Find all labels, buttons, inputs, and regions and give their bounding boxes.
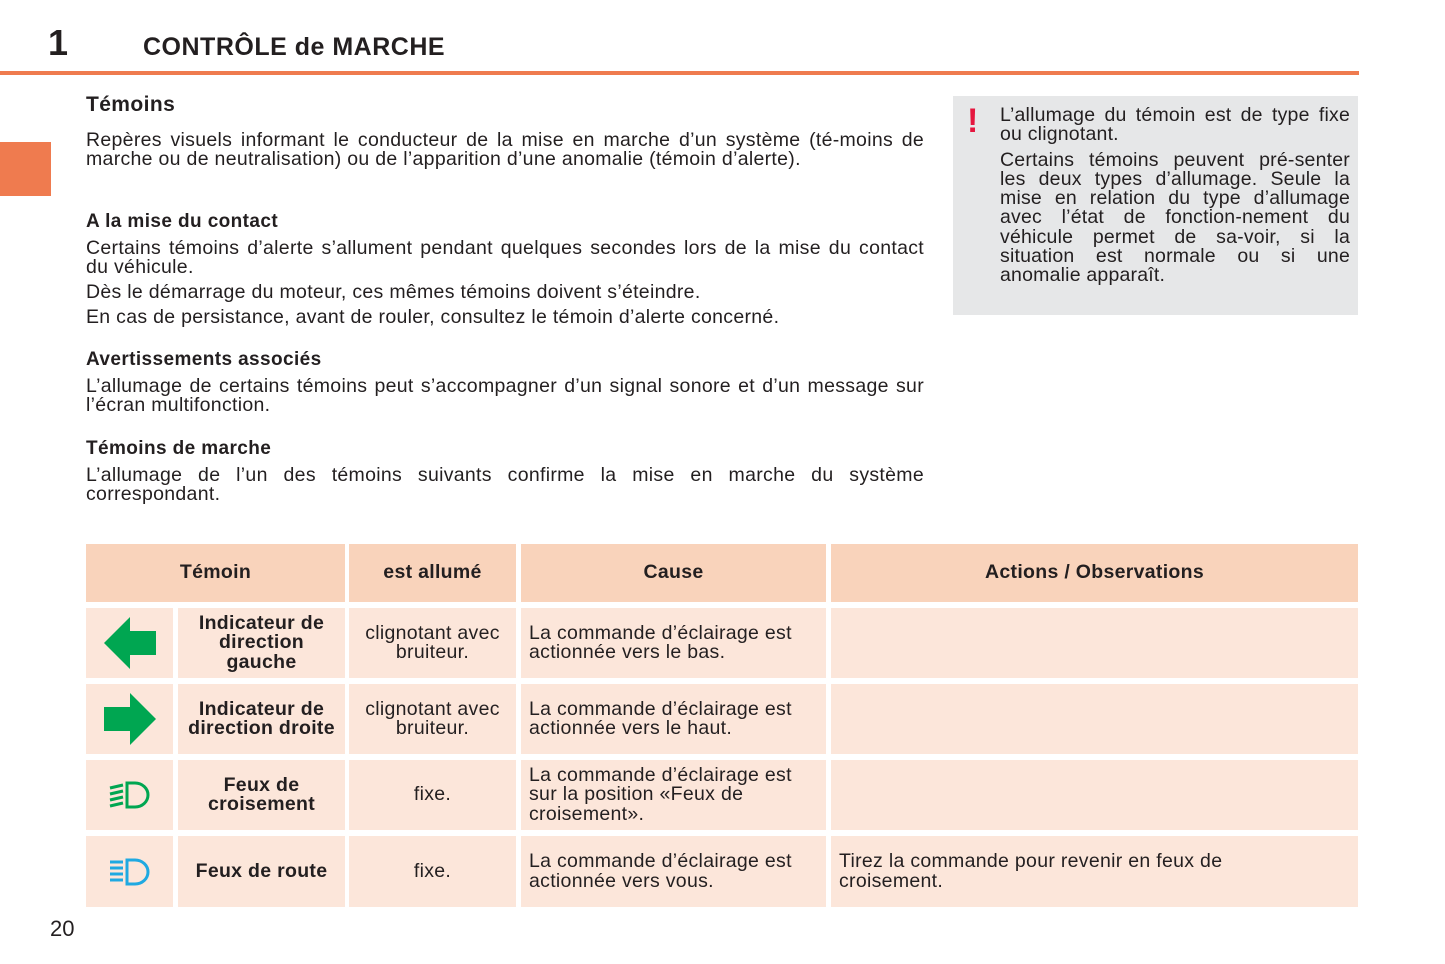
paragraph: L’allumage de certains témoins peut s’accompagner d’un signal sonore et d’un message sur l’écran multifonction.	[86, 375, 924, 416]
paragraph: L’allumage de l’un des témoins suivants confirme la mise en marche du système correspondant.	[86, 464, 924, 505]
section-heading: Témoins	[86, 93, 176, 116]
indicator-label: Feux de croisement	[178, 760, 345, 830]
indicator-state: clignotant avec bruiteur.	[349, 684, 516, 754]
indicator-cause: La commande d’éclairage est actionnée vers vous.	[521, 836, 826, 907]
indicator-label: Indicateur de direction droite	[178, 684, 345, 754]
header-actions: Actions / Observations	[831, 544, 1358, 602]
chapter-tab	[0, 142, 51, 196]
paragraph: En cas de persistance, avant de rouler, consultez le témoin d’alerte concerné.	[86, 306, 780, 328]
header-etat: est allumé	[349, 544, 516, 602]
arrow-left-icon	[86, 608, 173, 678]
note-box	[953, 96, 1358, 315]
indicator-cause: La commande d’éclairage est actionnée vers le bas.	[521, 608, 826, 678]
indicator-action	[831, 608, 1358, 678]
section-avertissements	[86, 350, 924, 415]
indicator-cause: La commande d’éclairage est actionnée vers le haut.	[521, 684, 826, 754]
header-cause: Cause	[521, 544, 826, 602]
exclamation-icon: !	[967, 102, 979, 140]
arrow-right-icon	[86, 684, 173, 754]
section-temoins-de-marche	[86, 439, 924, 504]
note-paragraph: L’allumage du témoin est de type fixe ou clignotant.	[1000, 104, 1350, 146]
header-temoin: Témoin	[86, 544, 345, 602]
section-heading: A la mise du contact	[86, 211, 279, 232]
indicator-label: Indicateur de direction gauche	[178, 608, 345, 678]
section-heading: Témoins de marche	[86, 438, 272, 459]
indicator-action	[831, 684, 1358, 754]
chapter-number: 1	[48, 22, 69, 63]
indicator-action	[831, 760, 1358, 830]
paragraph: Dès le démarrage du moteur, ces mêmes témoins doivent s’éteindre.	[86, 281, 701, 303]
section-temoins	[86, 95, 924, 169]
indicator-state: clignotant avec bruiteur.	[349, 608, 516, 678]
high-beam-icon	[86, 836, 173, 907]
low-beam-icon	[86, 760, 173, 830]
page-number: 20	[50, 916, 75, 941]
section-heading: Avertissements associés	[86, 349, 322, 370]
indicator-state: fixe.	[349, 760, 516, 830]
indicator-state: fixe.	[349, 836, 516, 907]
paragraph: Certains témoins d’alerte s’allument pendant quelques secondes lors de la mise du contact du véhicule.	[86, 237, 924, 278]
header-divider	[0, 71, 1359, 75]
indicator-label: Feux de route	[178, 836, 345, 907]
section-mise-du-contact	[86, 212, 924, 327]
paragraph: Repères visuels informant le conducteur de la mise en marche d’un système (té-moins de marche ou de neutralisation) ou de l’apparition d’une anomalie (témoin d’alerte).	[86, 129, 924, 170]
indicator-action: Tirez la commande pour revenir en feux de croisement.	[831, 836, 1358, 907]
indicator-cause: La commande d’éclairage est sur la position «Feux de croisement».	[521, 760, 826, 830]
page-title: CONTRÔLE de MARCHE	[143, 33, 446, 61]
note-paragraph: Certains témoins peuvent pré-senter les deux types d’allumage. Seule la mise en relation du type d’allumage avec l’état de fonction-nement du véhicule permet de sa-voir, si la situation est normale ou si une anomalie apparaît.	[1000, 148, 1350, 287]
